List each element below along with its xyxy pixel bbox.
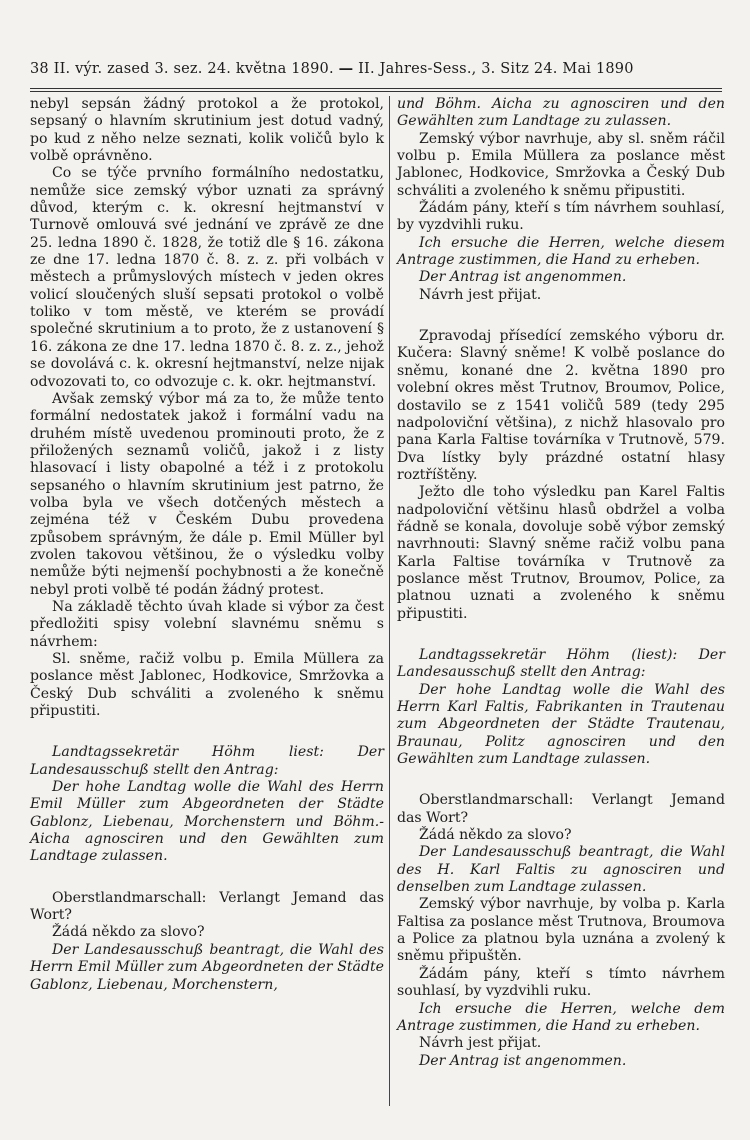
paragraph: Der Antrag ist angenommen.	[419, 269, 627, 286]
header-separator: —	[338, 60, 354, 77]
right-column	[397, 96, 725, 1070]
paragraph: Der hohe Landtag wolle die Wahl des Herrn Karl Faltis, Fabrikanten in Trautenau zum Abgeordneten der Städte Trautenau, Braunau, Politz agnosciren und den Gewählten zum Landtage zulassen.	[397, 681, 725, 768]
header-german: II. Jahres-Sess., 3. Sitz 24. Mai 1890	[358, 61, 634, 77]
paragraph: Návrh jest přijat.	[419, 1035, 542, 1052]
paragraph: und Böhm. Aicha zu agnosciren und den Gewählten zum Landtage zu zulassen.	[397, 96, 725, 130]
header-czech: 38 II. výr. zased 3. sez. 24. května 1890.	[30, 61, 334, 77]
paragraph: Zpravodaj přísedící zemského výboru dr. Kučera: Slavný sněme! K volbě poslance do sněmu, konané dne 2. května 1890 pro volební okres měst Trutnov, Broumov, Police, dostavilo se z 1541 voličů 589 (tedy 295 nadpoloviční většina), z nichž hlasovalo pro pana Karla Faltise továrníka v Trutnově, 579. Dva lístky byly prázdné ostatní hlasy roztříštěny.	[397, 328, 725, 483]
paragraph: Žádá někdo za slovo?	[419, 827, 572, 844]
paragraph: Žádám pány, kteří s tímto návrhem souhlasí, by vyzdvihli ruku.	[397, 965, 725, 1000]
paragraph: Der Landesausschuß beantragt, die Wahl des H. Karl Faltis zu agnosciren und denselben zum Landtage zulassen.	[397, 844, 725, 896]
paragraph: Der Landesausschuß beantragt, die Wahl des Herrn Emil Müller zum Abgeordneten der Städte Gablonz, Liebenau, Morchenstern,	[30, 941, 384, 993]
paragraph: Sl. sněme, račiž volbu p. Emila Müllera za poslance měst Jablonec, Hodkovice, Smržovka a Český Dub schváliti a zvoleného k sněmu připustiti.	[30, 651, 384, 720]
paragraph: Ich ersuche die Herren, welche dem Antrage zustimmen, die Hand zu erheben.	[397, 1000, 725, 1034]
header-rule-top	[30, 88, 722, 89]
left-column	[30, 96, 384, 994]
paragraph: Oberstlandmarschall: Verlangt Jemand das Wort?	[397, 792, 725, 826]
paragraph: Ich ersuche die Herren, welche diesem Antrage zustimmen, die Hand zu erheben.	[397, 234, 725, 269]
paragraph: Co se týče prvního formálního nedostatku, nemůže sice zemský výbor uznati za správný důvod, kterým c. k. okresní hejtmanství v Turnově omlouvá své jednání ve zprávě ze dne 25. ledna 1890 č. 1828, že totiž dle § 16. zákona ze dne 17. ledna 1870 č. 8. z. z. při volbách v městech a průmyslových místech v jeden okres volicí sloučených sluší sepsati protokol o volbě toliko v tom městě, ve kterém se provádí společné skrutinium a to proto, že z ustanovení § 16. zákona ze dne 17. ledna 1870 č. 8. z. z., jehož se dovolává c. k. okresní hejtmanství, nelze nijak odvozovati to, co odvozuje c. k. okr. hejtmanství.	[30, 165, 384, 390]
paragraph: Landtagssekretär Höhm liest: Der Landesausschuß stellt den Antrag:	[30, 744, 384, 778]
paragraph: Žádám pány, kteří s tím návrhem souhlasí, by vyzdvihli ruku.	[397, 200, 725, 234]
paragraph: Na základě těchto úvah klade si výbor za čest předložiti spisy volební slavnému sněmu s návrhem:	[30, 598, 384, 650]
paragraph: nebyl sepsán žádný protokol a že protokol, sepsaný o hlavním skrutinium jest dotud vadný, po kud z něho nelze seznati, kolik voličů bylo k volbě oprávněno.	[30, 96, 384, 165]
paragraph: Der Antrag ist angenommen.	[419, 1052, 627, 1069]
page-header	[30, 60, 722, 82]
column-divider	[389, 96, 390, 1106]
paragraph: Landtagssekretär Höhm (liest): Der Landesausschuß stellt den Antrag:	[397, 646, 725, 681]
header-rule-bottom	[30, 91, 722, 92]
paragraph: Zemský výbor navrhuje, by volba p. Karla Faltisa za poslance měst Trutnova, Broumova a Police za platnou byla uznána a zvolený k sněmu připuštěn.	[397, 896, 725, 965]
paragraph: Avšak zemský výbor má za to, že může tento formální nedostatek jakož i formální vadu na druhém místě uvedenou prominouti proto, že z přiložených seznamů voličů, jakož i z listy hlasovací i listy obapolné a též i z protokolu sepsaného o hlavním skrutinium jest patrno, že volba byla ve všech dotčených městech a zejména též v Českém Dubu provedena způsobem správným, že dále p. Emil Müller byl zvolen takovou většinou, že o výsledku volby nemůže býti nejmenší pochybnosti a že konečně nebyl proti volbě té podán žádný protest.	[30, 390, 384, 598]
paragraph: Návrh jest přijat.	[419, 286, 542, 303]
paragraph: Zemský výbor navrhuje, aby sl. sněm ráčil volbu p. Emila Müllera za poslance měst Jablonec, Hodkovice, Smržovka a Český Dub schváliti a zvoleného k sněmu připustiti.	[397, 130, 725, 199]
paragraph: Ježto dle toho výsledku pan Karel Faltis nadpoloviční většinu hlasů obdržel a volba řádně se konala, dovoluje sobě výbor zemský navrhnouti: Slavný sněme račiž volbu pana Karla Faltise továrníka v Trutnově za poslance měst Trutnov, Broumov, Police, za platnou uznati a zvoleného k sněmu připustiti.	[397, 484, 725, 622]
paragraph: Der hohe Landtag wolle die Wahl des Herrn Emil Müller zum Abgeordneten der Städte Gablonz, Liebenau, Morchenstern und Böhm.-Aicha agnosciren und den Gewählten zum Landtage zulassen.	[30, 779, 384, 865]
paragraph: Oberstlandmarschall: Verlangt Jemand das Wort?	[30, 889, 384, 924]
paragraph: Žádá někdo za slovo?	[52, 924, 205, 941]
